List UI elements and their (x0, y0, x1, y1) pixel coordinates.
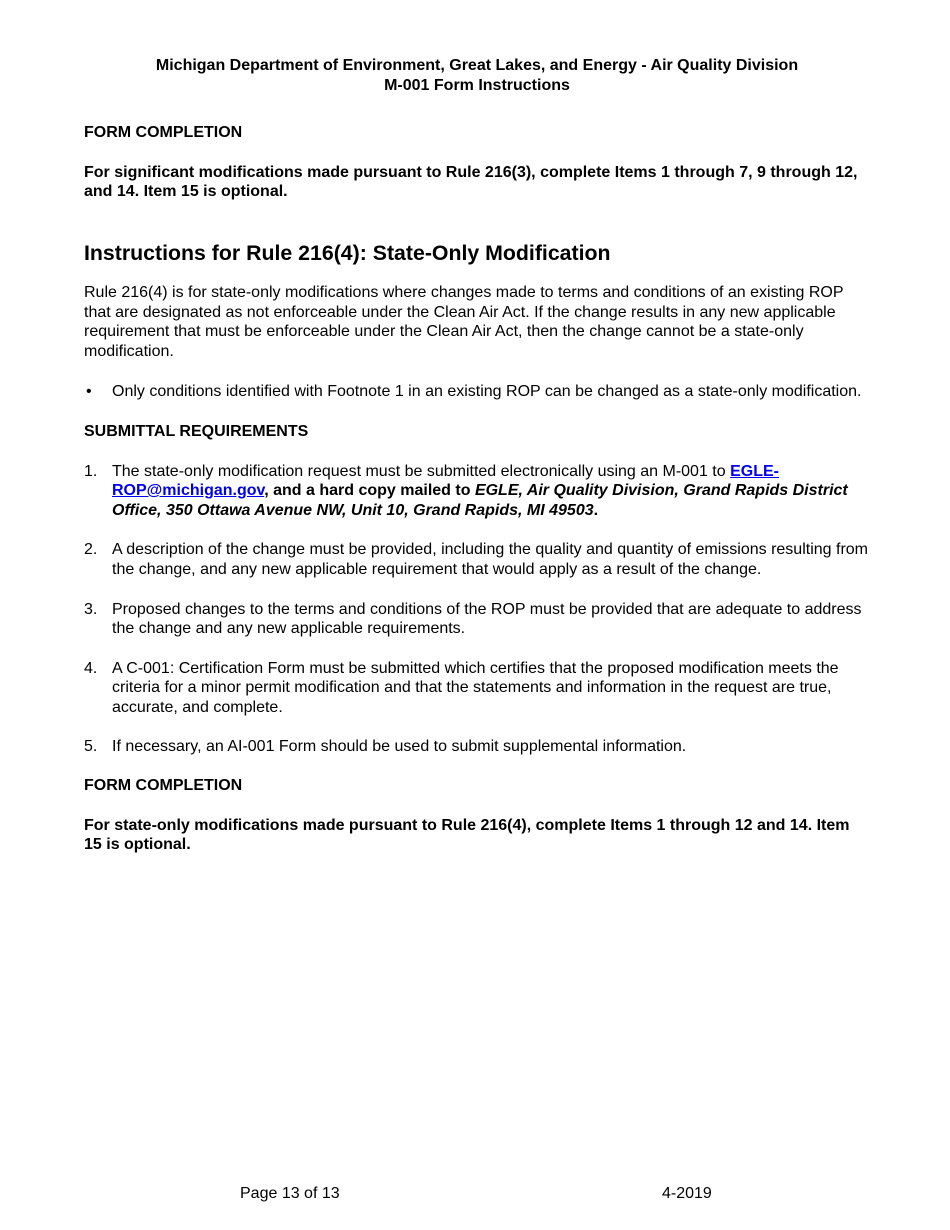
item-number: 2. (84, 541, 98, 559)
bullet-icon: • (86, 383, 92, 401)
item-bold-text: , and a hard copy mailed to (264, 482, 475, 500)
rule-216-4-bullet-list (84, 382, 870, 402)
item-end: . (593, 501, 599, 519)
item-number: 3. (84, 600, 98, 618)
submittal-list (84, 462, 870, 758)
form-completion-text: For state-only modifications made pursuant to Rule 216(4), complete Items 1 through 12 and 14. Item 15 is optional. (84, 816, 850, 854)
item-number: 4. (84, 659, 98, 677)
item-text: The state-only modification request must be submitted electronically using an M-001 to (112, 462, 731, 480)
mailing-address: EGLE, Air Quality Division, Grand Rapids District Office, 350 Ottawa Avenue NW, Unit 10, Grand Rapids, MI 49503 (112, 482, 848, 519)
document-header (84, 56, 870, 95)
list-item (84, 659, 870, 718)
header-agency: Michigan Department of Environment, Great Lakes, and Energy - Air Quality Division (155, 57, 799, 74)
form-completion-text: For significant modifications made pursuant to Rule 216(3), complete Items 1 through 7, 9 through 12, and 14. Item 15 is optional. (84, 163, 858, 201)
rule-216-4-title: Instructions for Rule 216(4): State-Only Modification (84, 240, 611, 265)
rule-216-4-intro: Rule 216(4) is for state-only modifications where changes made to terms and conditions of an existing ROP that are designated as not enforceable under the Clean Air Act. If the change results in any new applicable requirement that must be enforceable under the Clean Air Act, then the change cannot be a state-only modification. (84, 283, 844, 360)
header-form-title: M-001 Form Instructions (384, 76, 570, 94)
item-number: 1. (84, 462, 98, 480)
item-text: A description of the change must be provided, including the quality and quantity of emissions resulting from the change, and any new applicable requirement that would apply as a result of the change. (112, 541, 868, 578)
list-item (84, 382, 870, 402)
item-text: If necessary, an AI-001 Form should be used to submit supplemental information. (112, 738, 687, 756)
form-completion-heading: FORM COMPLETION (84, 124, 243, 142)
list-item (84, 462, 870, 521)
document-page (84, 56, 870, 855)
footer-date: 4-2019 (662, 1185, 712, 1202)
item-text: Proposed changes to the terms and conditions of the ROP must be provided that are adequate to address the change and any new applicable requirements. (112, 600, 862, 638)
footer-page-number: Page 13 of 13 (240, 1185, 340, 1202)
item-number: 5. (84, 738, 98, 756)
item-text: A C-001: Certification Form must be submitted which certifies that the proposed modification meets the criteria for a minor permit modification and that the statements and information in the request are true, accurate, and complete. (112, 659, 839, 716)
email-link[interactable]: EGLE-ROP@michigan.gov (112, 462, 779, 500)
bullet-text: Only conditions identified with Footnote 1 in an existing ROP can be changed as a state-only modification. (112, 383, 862, 401)
list-item (84, 600, 870, 639)
submittal-heading: SUBMITTAL REQUIREMENTS (84, 422, 309, 440)
list-item (84, 737, 870, 757)
form-completion-heading: FORM COMPLETION (84, 777, 243, 795)
list-item (84, 540, 870, 579)
